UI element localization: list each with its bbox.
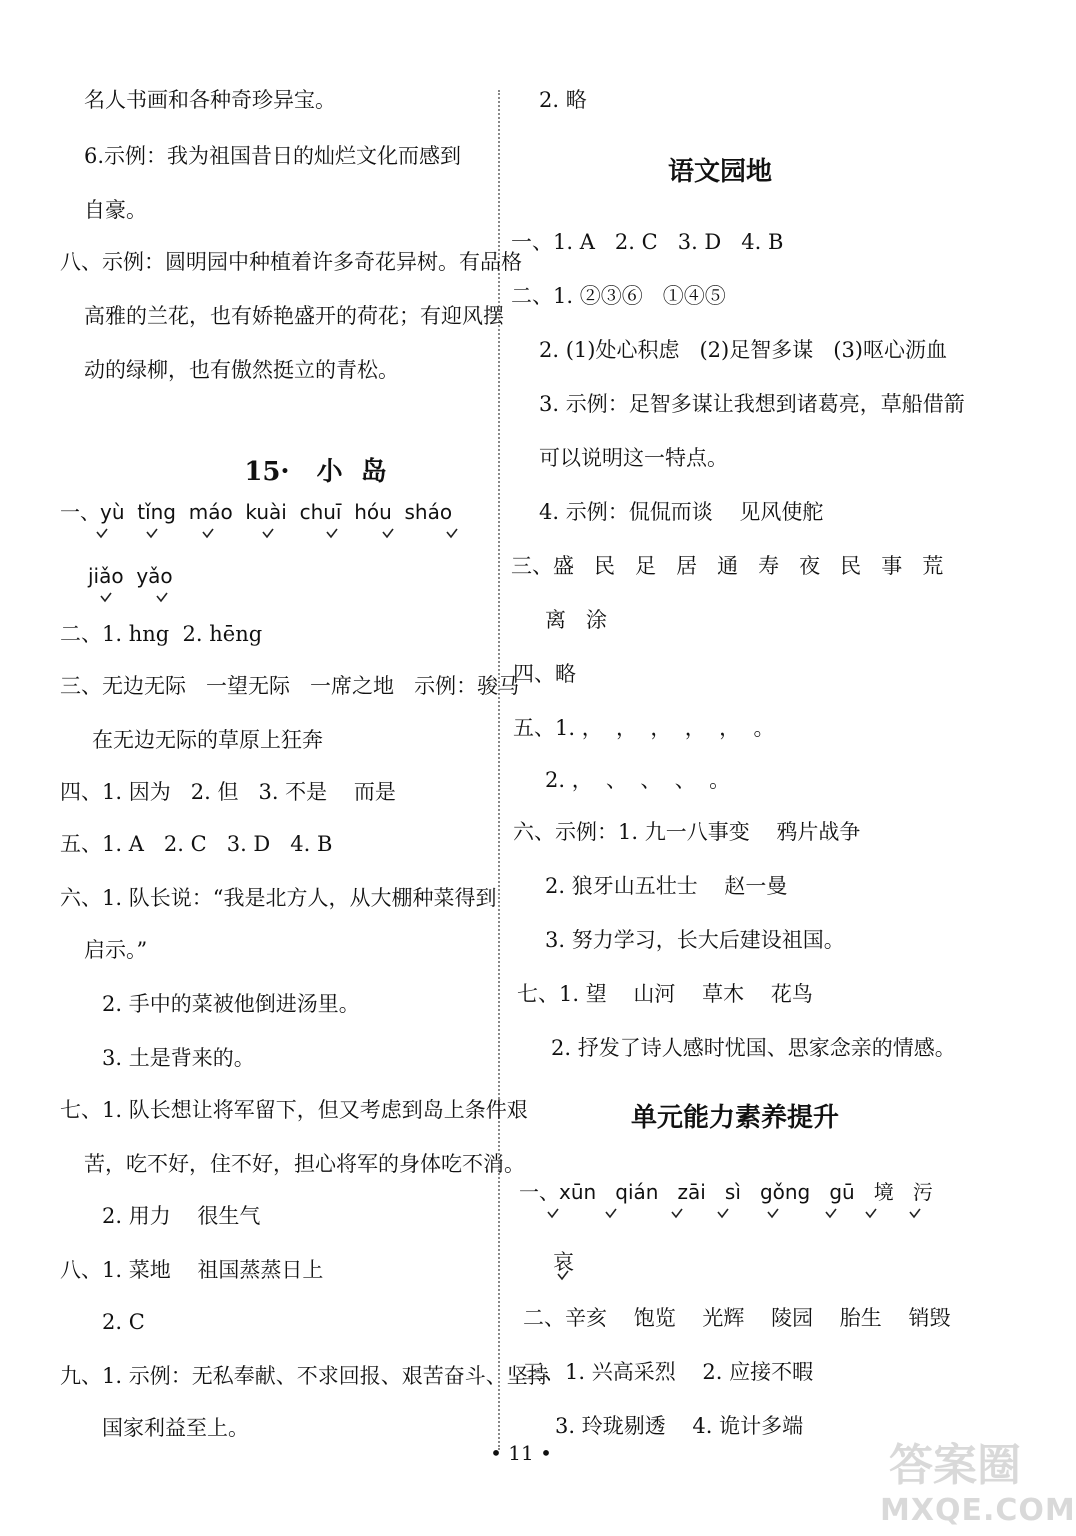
check-mark-icon	[547, 1208, 559, 1218]
answer-line: 三、无边无际 一望无际 一席之地 示例：骏马	[60, 674, 520, 698]
section-heading-yuwen-yuandi: 语文园地	[667, 157, 772, 187]
lesson-marker: •	[280, 464, 290, 480]
column-divider	[498, 90, 500, 1450]
answer-line: 启示。”	[84, 938, 148, 962]
page-number: • 11 •	[490, 1441, 552, 1465]
check-mark-icon	[557, 1270, 569, 1280]
check-mark-icon	[825, 1208, 837, 1218]
answer-line: 3. 土是背来的。	[102, 1046, 255, 1070]
answer-line: 6.示例：我为祖国昔日的灿烂文化而感到	[84, 144, 462, 168]
watermark-site-text: MXQE.COM	[880, 1493, 1076, 1528]
check-mark-icon	[202, 528, 214, 538]
answer-line: 二、辛亥 饱览 光辉 陵园 胎生 销毁	[523, 1306, 951, 1330]
answer-line: 2. 抒发了诗人感时忧国、思家念亲的情感。	[551, 1036, 956, 1060]
check-mark-icon	[767, 1208, 779, 1218]
answer-line: 八、1. 菜地 祖国蒸蒸日上	[60, 1258, 324, 1282]
answer-line: 九、1. 示例：无私奉献、不求回报、艰苦奋斗、坚持	[60, 1364, 549, 1388]
answer-line: 2. ， 、 、 、 。	[545, 768, 731, 792]
answer-line: 离 涂	[545, 608, 608, 632]
answer-line: 七、1. 队长想让将军留下，但又考虑到岛上条件艰	[60, 1098, 528, 1122]
answer-line: 一、1. A 2. C 3. D 4. B	[511, 230, 784, 254]
lesson-title: 小 岛	[316, 457, 387, 487]
answer-line: 四、略	[513, 662, 576, 686]
answer-line: 国家利益至上。	[102, 1416, 249, 1440]
answer-line: 六、1. 队长说：“我是北方人，从大棚种菜得到	[60, 886, 497, 910]
check-mark-icon	[605, 1208, 617, 1218]
answer-line: 2. 用力 很生气	[102, 1204, 261, 1228]
check-mark-icon	[156, 592, 168, 602]
answer-line: 五、1. A 2. C 3. D 4. B	[60, 832, 333, 856]
check-mark-icon	[96, 528, 108, 538]
answer-line: 3. 努力学习，长大后建设祖国。	[545, 928, 845, 952]
pinyin-answer-line: 一、xūn qián zāi sì gǒng gū 境 污	[519, 1180, 933, 1204]
answer-line: 高雅的兰花，也有娇艳盛开的荷花；有迎风摆	[84, 304, 504, 328]
answer-line: 名人书画和各种奇珍异宝。	[84, 88, 336, 112]
answer-line: 七、1. 望 山河 草木 花鸟	[517, 982, 813, 1006]
answer-line: 哀	[553, 1250, 574, 1274]
answer-line: 二、1. hng 2. hēng	[60, 622, 263, 646]
watermark-logo-text: 答案圈	[889, 1440, 1021, 1491]
check-mark-icon	[446, 528, 458, 538]
answer-line: 可以说明这一特点。	[539, 446, 728, 470]
answer-line: 2. C	[102, 1310, 145, 1334]
check-mark-icon	[671, 1208, 683, 1218]
answer-line: 八、示例：圆明园中种植着许多奇花异树。有品格	[60, 250, 522, 274]
answer-line: 四、1. 因为 2. 但 3. 不是 而是	[60, 780, 396, 804]
lesson-number: 15	[244, 457, 281, 487]
check-mark-icon	[326, 528, 338, 538]
answer-line: 4. 示例：侃侃而谈 见风使舵	[539, 500, 824, 524]
check-mark-icon	[382, 528, 394, 538]
answer-line: 2. 手中的菜被他倒进汤里。	[102, 992, 360, 1016]
check-mark-icon	[865, 1208, 877, 1218]
answer-line: 2. 略	[539, 88, 587, 112]
pinyin-answer-line: jiǎo yǎo	[88, 564, 173, 588]
check-mark-icon	[146, 528, 158, 538]
answer-line: 2. (1)处心积虑 (2)足智多谋 (3)呕心沥血	[539, 338, 948, 362]
answer-line: 苦，吃不好，住不好，担心将军的身体吃不消。	[84, 1152, 525, 1176]
answer-line: 在无边无际的草原上狂奔	[92, 728, 323, 752]
check-mark-icon	[100, 592, 112, 602]
answer-line: 自豪。	[84, 198, 147, 222]
check-mark-icon	[262, 528, 274, 538]
check-mark-icon	[717, 1208, 729, 1218]
answer-line: 三、1. 兴高采烈 2. 应接不暇	[523, 1360, 814, 1384]
answer-line: 动的绿柳，也有傲然挺立的青松。	[84, 358, 399, 382]
answer-line: 2. 狼牙山五壮士 赵一曼	[545, 874, 788, 898]
answer-line: 五、1. ， ， ， ， ， 。	[513, 716, 775, 740]
section-heading-unit-ability: 单元能力素养提升	[630, 1103, 839, 1133]
check-mark-icon	[909, 1208, 921, 1218]
pinyin-answer-line: 一、yù tǐng máo kuài chuī hóu sháo	[60, 500, 453, 524]
answer-line: 3. 玲珑剔透 4. 诡计多端	[555, 1414, 804, 1438]
answer-line: 3. 示例：足智多谋让我想到诸葛亮，草船借箭	[539, 392, 965, 416]
answer-line: 六、示例：1. 九一八事变 鸦片战争	[513, 820, 861, 844]
answer-line: 三、盛 民 足 居 通 寿 夜 民 事 荒	[511, 554, 944, 578]
answer-line: 二、1. ②③⑥ ①④⑤	[511, 284, 726, 308]
